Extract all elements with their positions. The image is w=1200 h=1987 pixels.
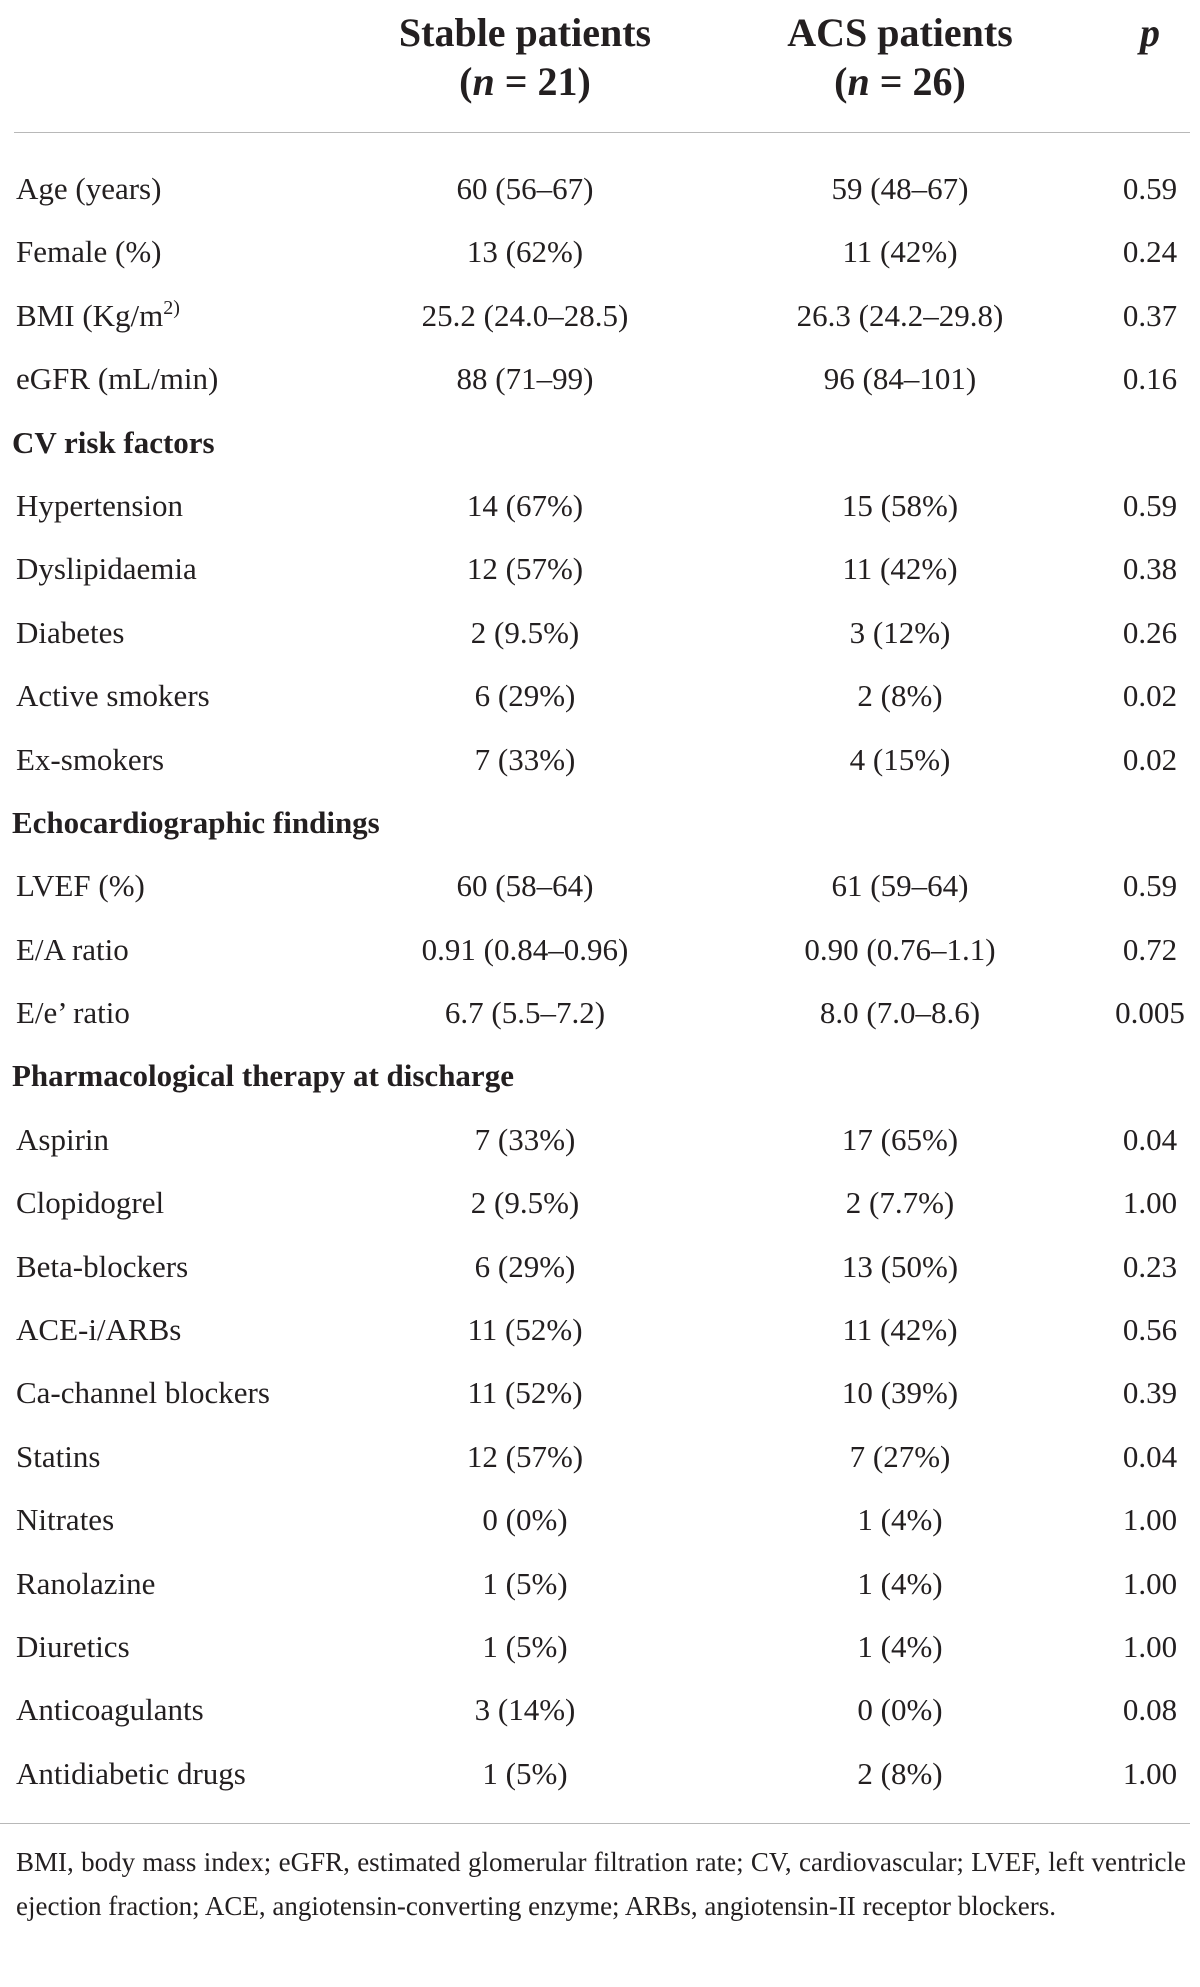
row-label: Active smokers — [16, 678, 210, 714]
acs-value-cell: 10 (39%) — [841, 1375, 959, 1411]
row-label: Statins — [16, 1438, 101, 1474]
acs-value-cell: 2 (7.7%) — [845, 1185, 955, 1221]
p-value-cell: 0.04 — [1122, 1121, 1178, 1157]
table-row — [0, 728, 1200, 791]
table-row — [0, 918, 1200, 981]
p-value-cell: 0.38 — [1122, 551, 1178, 587]
row-label-superscript: 2) — [163, 296, 180, 319]
p-value-cell: 0.59 — [1122, 487, 1178, 523]
p-value-cell: 0.39 — [1122, 1375, 1178, 1411]
header-acs-n — [745, 57, 1055, 106]
header-stable-n-rest: = 21) — [494, 59, 591, 104]
table-row — [0, 981, 1200, 1044]
section-header-row — [0, 411, 1200, 474]
header-acs-n-rest: = 26) — [869, 59, 966, 104]
table-row — [0, 1171, 1200, 1234]
stable-value-cell: 25.2 (24.0–28.5) — [421, 297, 629, 333]
p-value-cell: 1.00 — [1122, 1565, 1178, 1601]
stable-value-cell: 12 (57%) — [466, 551, 584, 587]
row-label: Clopidogrel — [16, 1185, 165, 1221]
header-stable-title: Stable patients — [398, 10, 652, 55]
row-label: Female (%) — [16, 234, 162, 270]
stable-value-cell: 88 (71–99) — [456, 361, 594, 397]
table-row — [0, 1108, 1200, 1171]
table-row — [0, 664, 1200, 727]
header-stable-n — [370, 57, 680, 106]
stable-value-cell: 1 (5%) — [482, 1628, 568, 1664]
section-header-row — [0, 1044, 1200, 1107]
p-value-cell: 1.00 — [1122, 1755, 1178, 1791]
section-label: CV risk factors — [12, 424, 215, 460]
header-p-value: p — [1140, 10, 1160, 55]
stable-value-cell: 1 (5%) — [482, 1755, 568, 1791]
stable-value-cell: 14 (67%) — [466, 487, 584, 523]
table-row — [0, 1552, 1200, 1615]
header-acs-n-var: n — [847, 59, 870, 104]
header-acs-n-open: ( — [834, 59, 848, 104]
acs-value-cell: 3 (12%) — [849, 614, 951, 650]
table-row — [0, 1615, 1200, 1678]
row-label: Ca-channel blockers — [16, 1375, 270, 1411]
table-row — [0, 601, 1200, 664]
header-stable-n-open: ( — [459, 59, 473, 104]
stable-value-cell: 11 (52%) — [467, 1375, 583, 1411]
acs-value-cell: 8.0 (7.0–8.6) — [819, 995, 981, 1031]
acs-value-cell: 2 (8%) — [857, 678, 943, 714]
table-row — [0, 347, 1200, 410]
p-value-cell: 0.005 — [1115, 995, 1185, 1031]
acs-value-cell: 2 (8%) — [857, 1755, 943, 1791]
acs-value-cell: 59 (48–67) — [831, 171, 969, 206]
header-acs-title: ACS patients — [787, 10, 1013, 55]
row-label: E/A ratio — [16, 931, 129, 967]
stable-value-cell: 7 (33%) — [474, 741, 576, 777]
acs-value-cell: 11 (42%) — [842, 1312, 958, 1348]
p-value-cell: 0.02 — [1122, 741, 1178, 777]
row-label-text: BMI (Kg/m — [16, 297, 164, 333]
table-row — [0, 1298, 1200, 1361]
table-row — [0, 284, 1200, 347]
table-row — [0, 474, 1200, 537]
row-label: ACE-i/ARBs — [16, 1312, 182, 1348]
p-value-cell: 1.00 — [1122, 1628, 1178, 1664]
acs-value-cell: 17 (65%) — [841, 1121, 959, 1157]
row-label: Age (years) — [16, 171, 162, 206]
table-row — [0, 1678, 1200, 1741]
row-label: Diabetes — [16, 614, 125, 650]
p-value-cell: 0.24 — [1122, 234, 1178, 270]
acs-value-cell: 13 (50%) — [841, 1248, 959, 1284]
stable-value-cell: 11 (52%) — [467, 1312, 583, 1348]
p-value-cell: 0.56 — [1122, 1312, 1178, 1348]
header-stable-patients — [370, 8, 680, 106]
p-value-cell: 0.72 — [1122, 931, 1178, 967]
row-label: E/e’ ratio — [16, 995, 130, 1031]
row-label: Ex-smokers — [16, 741, 165, 777]
p-value-cell: 0.16 — [1122, 361, 1178, 397]
row-label: eGFR (mL/min) — [16, 361, 219, 397]
stable-value-cell: 6.7 (5.5–7.2) — [444, 995, 606, 1031]
acs-value-cell: 1 (4%) — [857, 1502, 943, 1538]
acs-value-cell: 96 (84–101) — [823, 361, 977, 397]
header-stable-n-var: n — [472, 59, 495, 104]
row-label — [16, 284, 180, 347]
acs-value-cell: 0.90 (0.76–1.1) — [804, 931, 996, 967]
p-value-cell: 0.37 — [1122, 297, 1178, 333]
stable-value-cell: 12 (57%) — [466, 1438, 584, 1474]
stable-value-cell: 7 (33%) — [474, 1121, 576, 1157]
row-label: Dyslipidaemia — [16, 551, 197, 587]
section-header-row — [0, 791, 1200, 854]
stable-value-cell: 6 (29%) — [474, 1248, 576, 1284]
p-value-cell: 0.04 — [1122, 1438, 1178, 1474]
row-label: Anticoagulants — [16, 1692, 204, 1728]
p-value-cell: 1.00 — [1122, 1502, 1178, 1538]
p-value-cell: 1.00 — [1122, 1185, 1178, 1221]
stable-value-cell: 0.91 (0.84–0.96) — [421, 931, 629, 967]
table-row — [0, 1742, 1200, 1805]
row-label: Ranolazine — [16, 1565, 156, 1601]
acs-value-cell: 11 (42%) — [842, 234, 958, 270]
acs-value-cell: 1 (4%) — [857, 1565, 943, 1601]
section-label: Pharmacological therapy at discharge — [12, 1058, 514, 1094]
stable-value-cell: 0 (0%) — [482, 1502, 568, 1538]
table-body — [0, 157, 1200, 1805]
footer-divider — [0, 1823, 1190, 1824]
row-label: LVEF (%) — [16, 868, 145, 904]
stable-value-cell: 2 (9.5%) — [470, 614, 580, 650]
header-acs-patients — [745, 8, 1055, 106]
stable-value-cell: 13 (62%) — [466, 234, 584, 270]
stable-value-cell: 1 (5%) — [482, 1565, 568, 1601]
row-label: Antidiabetic drugs — [16, 1755, 246, 1791]
table-header — [0, 0, 1190, 120]
table-row — [0, 1235, 1200, 1298]
row-label: Beta-blockers — [16, 1248, 189, 1284]
table-footnote: BMI, body mass index; eGFR, estimated glomerular filtration rate; CV, cardiovascular; LVEF, left ventricle ejection fraction; ACE, angiotensin-converting enzyme; ARBs, angiotensin-II receptor blockers. — [16, 1847, 1186, 1921]
acs-value-cell: 7 (27%) — [849, 1438, 951, 1474]
p-value-cell: 0.08 — [1122, 1692, 1178, 1728]
stable-value-cell: 2 (9.5%) — [470, 1185, 580, 1221]
acs-value-cell: 26.3 (24.2–29.8) — [796, 297, 1004, 333]
table-row — [0, 1488, 1200, 1551]
table-row — [0, 1361, 1200, 1424]
stable-value-cell: 60 (56–67) — [456, 171, 594, 206]
table-row — [0, 537, 1200, 600]
row-label: Aspirin — [16, 1121, 109, 1157]
p-value-cell: 0.02 — [1122, 678, 1178, 714]
row-label: Nitrates — [16, 1502, 115, 1538]
row-label: Diuretics — [16, 1628, 130, 1664]
table-row — [0, 854, 1200, 917]
stable-value-cell: 6 (29%) — [474, 678, 576, 714]
p-value-cell: 0.23 — [1122, 1248, 1178, 1284]
table-row — [0, 157, 1200, 220]
p-value-cell: 0.59 — [1122, 171, 1178, 206]
acs-value-cell: 11 (42%) — [842, 551, 958, 587]
acs-value-cell: 61 (59–64) — [831, 868, 969, 904]
table-row — [0, 220, 1200, 283]
header-divider — [14, 132, 1190, 133]
acs-value-cell: 1 (4%) — [857, 1628, 943, 1664]
stable-value-cell: 60 (58–64) — [456, 868, 594, 904]
acs-value-cell: 0 (0%) — [857, 1692, 943, 1728]
p-value-cell: 0.59 — [1122, 868, 1178, 904]
stable-value-cell: 3 (14%) — [474, 1692, 576, 1728]
acs-value-cell: 4 (15%) — [849, 741, 951, 777]
p-value-cell: 0.26 — [1122, 614, 1178, 650]
acs-value-cell: 15 (58%) — [841, 487, 959, 523]
row-label: Hypertension — [16, 487, 184, 523]
table-row — [0, 1425, 1200, 1488]
section-label: Echocardiographic findings — [12, 804, 380, 840]
